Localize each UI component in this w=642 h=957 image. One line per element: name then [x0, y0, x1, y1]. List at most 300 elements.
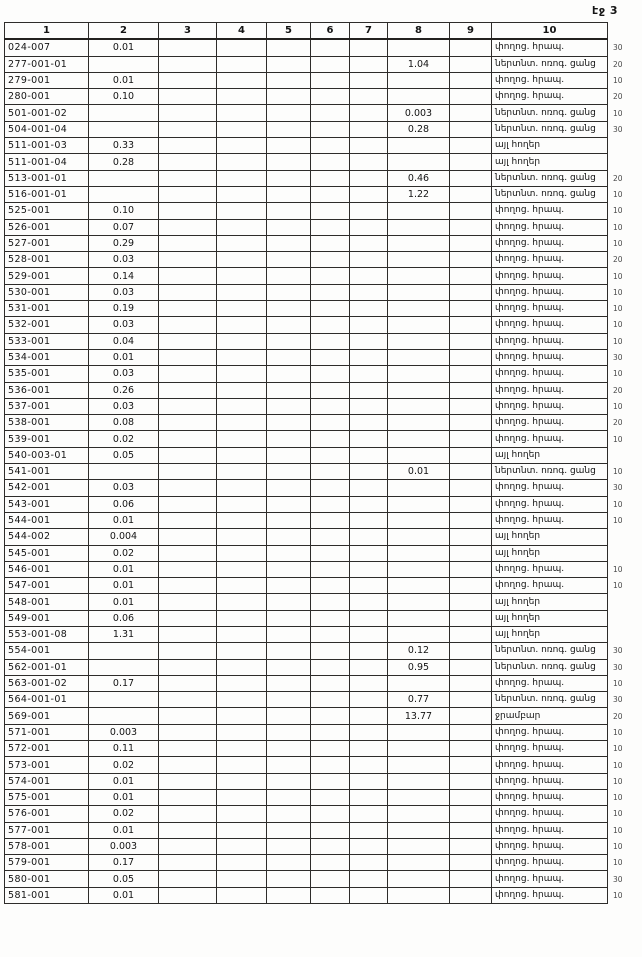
empty-cell [159, 626, 217, 642]
code-cell: 549-001 [5, 610, 89, 626]
value-8-cell [388, 626, 450, 642]
empty-cell [450, 56, 492, 72]
empty-cell [450, 39, 492, 56]
value-8-cell [388, 138, 450, 154]
empty-cell [311, 398, 350, 414]
empty-cell [350, 887, 388, 903]
column-header: 10 [492, 23, 608, 40]
margin-mark [608, 626, 638, 642]
table-row [5, 871, 638, 887]
value-2-cell: 0.03 [89, 398, 159, 414]
margin-mark: 10 [613, 841, 623, 851]
empty-cell [311, 529, 350, 545]
margin-mark: 10 [613, 499, 623, 509]
empty-cell [311, 692, 350, 708]
table-row [5, 708, 638, 724]
empty-cell [267, 317, 311, 333]
value-2-cell: 0.05 [89, 871, 159, 887]
margin-mark: 10 [613, 108, 623, 118]
margin-mark: 30 [613, 662, 623, 672]
land-type-cell: ներտնտ. ոռոգ. ցանց [492, 105, 608, 121]
margin-mark: 10 [613, 434, 623, 444]
empty-cell [159, 317, 217, 333]
land-type-cell: փողոց. հրապ. [492, 252, 608, 268]
margin-mark: 10 [613, 760, 623, 770]
table-row [5, 39, 638, 56]
land-type-cell: փողոց. հրապ. [492, 284, 608, 300]
table-header [5, 23, 638, 40]
empty-cell [311, 594, 350, 610]
code-cell: 564-001-01 [5, 692, 89, 708]
margin-mark [608, 529, 638, 545]
empty-cell [159, 219, 217, 235]
empty-cell [350, 838, 388, 854]
empty-cell [217, 39, 267, 56]
empty-cell [267, 643, 311, 659]
margin-mark: 30 [613, 695, 623, 705]
empty-cell [350, 545, 388, 561]
value-8-cell [388, 366, 450, 382]
empty-cell [450, 203, 492, 219]
empty-cell [350, 512, 388, 528]
table-row [5, 235, 638, 251]
value-2-cell [89, 121, 159, 137]
empty-cell [450, 822, 492, 838]
empty-cell [159, 138, 217, 154]
empty-cell [350, 317, 388, 333]
value-2-cell: 0.02 [89, 757, 159, 773]
empty-cell [311, 757, 350, 773]
empty-cell [311, 578, 350, 594]
empty-cell [217, 659, 267, 675]
margin-mark [608, 138, 638, 154]
margin-mark: 20 [613, 59, 623, 69]
empty-cell [450, 382, 492, 398]
empty-cell [217, 594, 267, 610]
empty-cell [267, 512, 311, 528]
empty-cell [350, 757, 388, 773]
value-8-cell: 0.95 [388, 659, 450, 675]
empty-cell [350, 480, 388, 496]
empty-cell [311, 741, 350, 757]
land-type-cell: փողոց. հրապ. [492, 366, 608, 382]
table-row [5, 398, 638, 414]
empty-cell [159, 724, 217, 740]
empty-cell [267, 659, 311, 675]
value-8-cell [388, 545, 450, 561]
table-row [5, 838, 638, 854]
empty-cell [350, 121, 388, 137]
empty-cell [159, 773, 217, 789]
code-cell: 538-001 [5, 415, 89, 431]
value-2-cell: 0.01 [89, 594, 159, 610]
empty-cell [350, 203, 388, 219]
table-row [5, 431, 638, 447]
table-row [5, 447, 638, 463]
empty-cell [159, 887, 217, 903]
column-header: 2 [89, 23, 159, 40]
empty-cell [159, 121, 217, 137]
land-type-cell: ներտնտ. ոռոգ. ցանց [492, 464, 608, 480]
value-2-cell: 0.03 [89, 317, 159, 333]
value-2-cell: 0.004 [89, 529, 159, 545]
land-type-cell: փողոց. հրապ. [492, 235, 608, 251]
empty-cell [450, 496, 492, 512]
empty-cell [311, 72, 350, 88]
empty-cell [450, 855, 492, 871]
table-row [5, 724, 638, 740]
empty-cell [311, 89, 350, 105]
empty-cell [311, 626, 350, 642]
value-8-cell [388, 838, 450, 854]
code-cell: 529-001 [5, 268, 89, 284]
empty-cell [267, 105, 311, 121]
value-2-cell: 0.02 [89, 806, 159, 822]
margin-mark: 30 [613, 43, 623, 53]
land-type-cell: փողոց. հրապ. [492, 757, 608, 773]
empty-cell [311, 252, 350, 268]
empty-cell [217, 545, 267, 561]
empty-cell [267, 235, 311, 251]
empty-cell [217, 789, 267, 805]
empty-cell [450, 643, 492, 659]
empty-cell [267, 268, 311, 284]
value-8-cell [388, 268, 450, 284]
empty-cell [159, 692, 217, 708]
empty-cell [450, 284, 492, 300]
empty-cell [311, 561, 350, 577]
empty-cell [267, 789, 311, 805]
empty-cell [450, 838, 492, 854]
value-8-cell [388, 398, 450, 414]
value-8-cell [388, 529, 450, 545]
land-type-cell: այլ հողեր [492, 626, 608, 642]
land-type-cell: փողոց. հրապ. [492, 415, 608, 431]
value-8-cell [388, 561, 450, 577]
value-2-cell: 0.28 [89, 154, 159, 170]
empty-cell [450, 610, 492, 626]
value-2-cell: 0.01 [89, 887, 159, 903]
empty-cell [311, 855, 350, 871]
empty-cell [450, 561, 492, 577]
land-type-cell: ներտնտ. ոռոգ. ցանց [492, 121, 608, 137]
land-type-cell: այլ հողեր [492, 138, 608, 154]
empty-cell [450, 138, 492, 154]
empty-cell [311, 496, 350, 512]
value-2-cell: 0.19 [89, 301, 159, 317]
empty-cell [217, 284, 267, 300]
empty-cell [350, 610, 388, 626]
empty-cell [350, 284, 388, 300]
margin-mark: 10 [613, 271, 623, 281]
land-type-cell: փողոց. հրապ. [492, 822, 608, 838]
land-type-cell: փողոց. հրապ. [492, 203, 608, 219]
empty-cell [311, 431, 350, 447]
empty-cell [217, 170, 267, 186]
empty-cell [217, 887, 267, 903]
empty-cell [217, 529, 267, 545]
land-type-cell: ներտնտ. ոռոգ. ցանց [492, 170, 608, 186]
value-2-cell: 0.02 [89, 431, 159, 447]
empty-cell [450, 72, 492, 88]
value-2-cell: 0.003 [89, 724, 159, 740]
table-row [5, 186, 638, 202]
margin-mark: 10 [613, 76, 623, 86]
value-8-cell [388, 724, 450, 740]
empty-cell [450, 545, 492, 561]
empty-cell [350, 186, 388, 202]
empty-cell [350, 349, 388, 365]
margin-mark [608, 154, 638, 170]
margin-mark: 10 [613, 190, 623, 200]
value-2-cell: 0.17 [89, 855, 159, 871]
margin-mark: 20 [613, 711, 623, 721]
value-2-cell: 0.26 [89, 382, 159, 398]
empty-cell [267, 219, 311, 235]
empty-cell [217, 806, 267, 822]
code-cell: 533-001 [5, 333, 89, 349]
value-8-cell [388, 675, 450, 691]
table-row [5, 529, 638, 545]
code-cell: 501-001-02 [5, 105, 89, 121]
land-type-cell: փողոց. հրապ. [492, 724, 608, 740]
table-row [5, 578, 638, 594]
code-cell: 540-003-01 [5, 447, 89, 463]
land-type-cell: փողոց. հրապ. [492, 382, 608, 398]
table-row [5, 806, 638, 822]
value-2-cell: 0.03 [89, 480, 159, 496]
empty-cell [267, 887, 311, 903]
empty-cell [450, 724, 492, 740]
empty-cell [217, 741, 267, 757]
value-8-cell [388, 594, 450, 610]
margin-mark: 10 [613, 222, 623, 232]
empty-cell [159, 447, 217, 463]
empty-cell [311, 887, 350, 903]
empty-cell [450, 806, 492, 822]
empty-cell [267, 822, 311, 838]
land-type-cell: այլ հողեր [492, 447, 608, 463]
empty-cell [267, 349, 311, 365]
empty-cell [311, 659, 350, 675]
empty-cell [267, 464, 311, 480]
empty-cell [350, 39, 388, 56]
code-cell: 545-001 [5, 545, 89, 561]
empty-cell [450, 301, 492, 317]
table-row [5, 317, 638, 333]
empty-cell [159, 186, 217, 202]
table-row [5, 545, 638, 561]
table-row [5, 594, 638, 610]
empty-cell [311, 349, 350, 365]
empty-cell [350, 398, 388, 414]
value-8-cell [388, 773, 450, 789]
empty-cell [217, 675, 267, 691]
empty-cell [350, 724, 388, 740]
value-8-cell [388, 789, 450, 805]
value-2-cell: 0.14 [89, 268, 159, 284]
value-8-cell [388, 382, 450, 398]
empty-cell [450, 105, 492, 121]
empty-cell [450, 431, 492, 447]
column-header: 5 [267, 23, 311, 40]
empty-cell [350, 415, 388, 431]
table-row [5, 561, 638, 577]
table-row [5, 89, 638, 105]
empty-cell [350, 447, 388, 463]
margin-mark [608, 545, 638, 561]
empty-cell [267, 186, 311, 202]
code-cell: 543-001 [5, 496, 89, 512]
empty-cell [450, 741, 492, 757]
empty-cell [217, 235, 267, 251]
value-8-cell [388, 887, 450, 903]
value-8-cell [388, 871, 450, 887]
table-row [5, 480, 638, 496]
empty-cell [267, 301, 311, 317]
column-header: 9 [450, 23, 492, 40]
empty-cell [267, 855, 311, 871]
empty-cell [450, 398, 492, 414]
empty-cell [450, 89, 492, 105]
value-2-cell [89, 692, 159, 708]
empty-cell [311, 170, 350, 186]
empty-cell [159, 480, 217, 496]
empty-cell [311, 219, 350, 235]
empty-cell [267, 806, 311, 822]
column-header: 8 [388, 23, 450, 40]
empty-cell [217, 382, 267, 398]
code-cell: 541-001 [5, 464, 89, 480]
land-type-cell: ներտնտ. ոռոգ. ցանց [492, 659, 608, 675]
empty-cell [267, 545, 311, 561]
empty-cell [159, 235, 217, 251]
value-2-cell: 0.03 [89, 284, 159, 300]
table-row [5, 610, 638, 626]
margin-mark: 10 [613, 304, 623, 314]
empty-cell [267, 496, 311, 512]
empty-cell [311, 105, 350, 121]
empty-cell [311, 121, 350, 137]
empty-cell [450, 692, 492, 708]
table-row [5, 333, 638, 349]
empty-cell [450, 186, 492, 202]
table-row [5, 855, 638, 871]
empty-cell [350, 431, 388, 447]
value-8-cell [388, 806, 450, 822]
table-row [5, 252, 638, 268]
table-row [5, 219, 638, 235]
empty-cell [450, 480, 492, 496]
code-cell: 580-001 [5, 871, 89, 887]
empty-cell [217, 56, 267, 72]
empty-cell [159, 871, 217, 887]
empty-cell [311, 39, 350, 56]
column-header: 4 [217, 23, 267, 40]
table-row [5, 496, 638, 512]
code-cell: 542-001 [5, 480, 89, 496]
code-cell: 575-001 [5, 789, 89, 805]
empty-cell [311, 512, 350, 528]
empty-cell [311, 464, 350, 480]
land-type-cell: այլ հողեր [492, 545, 608, 561]
value-2-cell: 0.11 [89, 741, 159, 757]
empty-cell [217, 512, 267, 528]
value-8-cell [388, 431, 450, 447]
empty-cell [350, 382, 388, 398]
table-row [5, 512, 638, 528]
value-2-cell [89, 105, 159, 121]
empty-cell [267, 72, 311, 88]
empty-cell [350, 741, 388, 757]
empty-cell [159, 822, 217, 838]
margin-mark: 30 [613, 646, 623, 656]
land-type-cell: փողոց. հրապ. [492, 431, 608, 447]
value-2-cell: 0.01 [89, 72, 159, 88]
value-8-cell: 0.003 [388, 105, 450, 121]
empty-cell [217, 692, 267, 708]
land-type-cell: փողոց. հրապ. [492, 773, 608, 789]
value-2-cell: 0.01 [89, 789, 159, 805]
land-type-cell: փողոց. հրապ. [492, 301, 608, 317]
empty-cell [267, 578, 311, 594]
empty-cell [450, 512, 492, 528]
empty-cell [450, 789, 492, 805]
land-type-cell: այլ հողեր [492, 610, 608, 626]
value-2-cell: 0.01 [89, 578, 159, 594]
table-row [5, 203, 638, 219]
land-type-cell: փողոց. հրապ. [492, 871, 608, 887]
table-row [5, 822, 638, 838]
empty-cell [267, 89, 311, 105]
empty-cell [450, 675, 492, 691]
value-8-cell: 0.46 [388, 170, 450, 186]
page-number-label: էջ 3 [592, 4, 618, 17]
land-type-cell: փողոց. հրապ. [492, 317, 608, 333]
table-row [5, 789, 638, 805]
code-cell: 576-001 [5, 806, 89, 822]
value-8-cell [388, 578, 450, 594]
empty-cell [350, 333, 388, 349]
empty-cell [450, 871, 492, 887]
value-8-cell [388, 610, 450, 626]
empty-cell [217, 366, 267, 382]
empty-cell [350, 366, 388, 382]
table-row [5, 138, 638, 154]
empty-cell [350, 789, 388, 805]
empty-cell [267, 39, 311, 56]
margin-mark: 10 [613, 336, 623, 346]
empty-cell [267, 366, 311, 382]
empty-cell [311, 138, 350, 154]
value-2-cell: 0.06 [89, 496, 159, 512]
code-cell: 544-002 [5, 529, 89, 545]
empty-cell [267, 284, 311, 300]
value-8-cell: 1.04 [388, 56, 450, 72]
code-cell: 554-001 [5, 643, 89, 659]
code-cell: 537-001 [5, 398, 89, 414]
empty-cell [267, 398, 311, 414]
empty-cell [450, 887, 492, 903]
empty-cell [159, 398, 217, 414]
value-8-cell [388, 855, 450, 871]
empty-cell [159, 349, 217, 365]
value-8-cell [388, 72, 450, 88]
empty-cell [350, 219, 388, 235]
margin-mark: 10 [613, 320, 623, 330]
empty-cell [267, 529, 311, 545]
land-type-cell: փողոց. հրապ. [492, 838, 608, 854]
